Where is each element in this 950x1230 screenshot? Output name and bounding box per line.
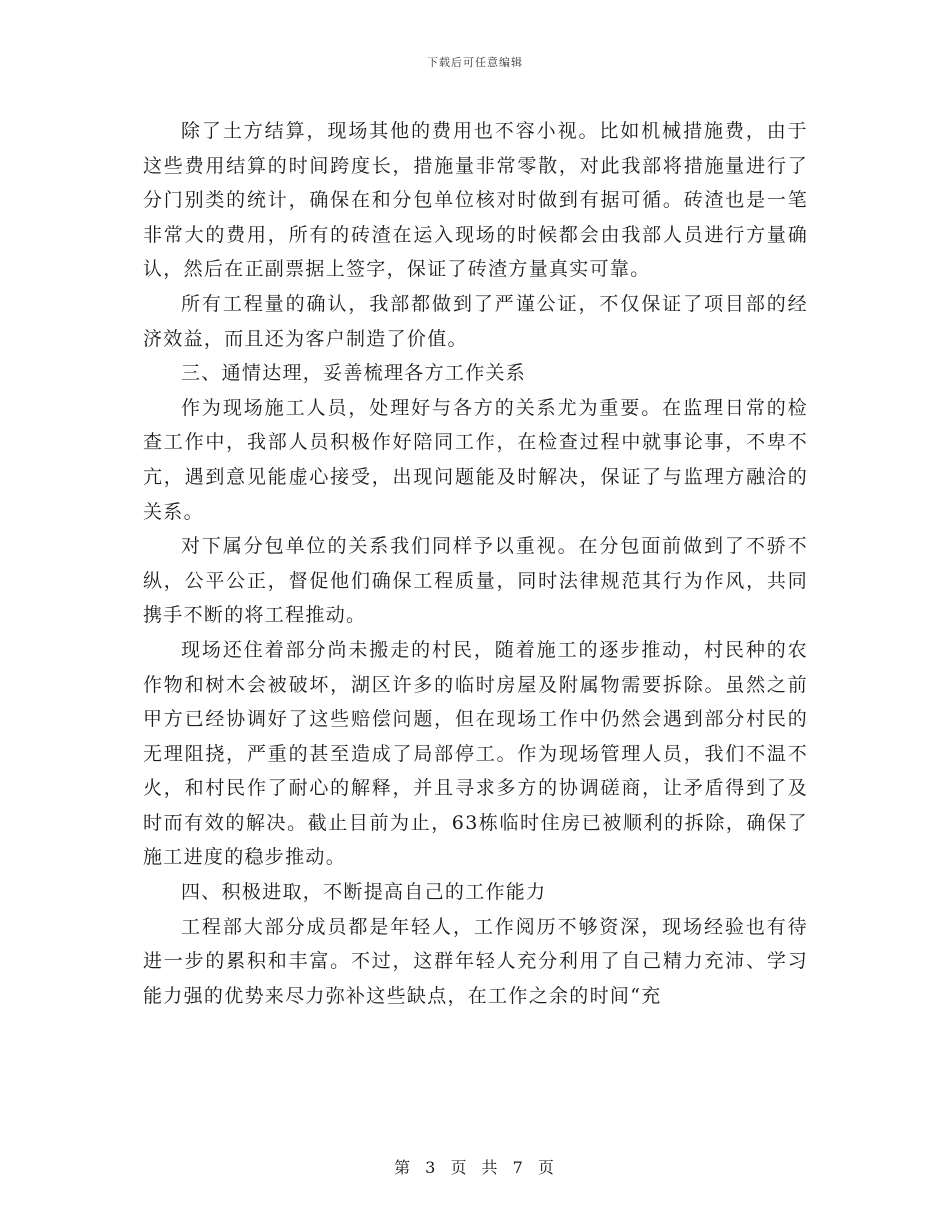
section-heading: 三、通情达理，妥善梳理各方工作关系 [181, 362, 527, 385]
paragraph: 所有工程量的确认，我部都做到了严谨公证，不仅保证了项目部的经济效益，而且还为客户制造了价值。 [143, 292, 808, 350]
document-body [143, 114, 808, 1013]
section-heading: 四、积极进取，不断提高自己的工作能力 [181, 881, 547, 904]
paragraph: 除了土方结算，现场其他的费用也不容小视。比如机械措施费，由于这些费用结算的时间跨度长，措施量非常零散，对此我部将措施量进行了分门别类的统计，确保在和分包单位核对时做到有据可循。砖渣也是一笔非常大的费用，所有的砖渣在运入现场的时候都会由我部人员进行方量确认，然后在正副票据上签字，保证了砖渣方量真实可靠。 [143, 120, 808, 281]
paragraph: 对下属分包单位的关系我们同样予以重视。在分包面前做到了不骄不纵，公平公正，督促他们确保工程质量，同时法律规范其行为作风，共同携手不断的将工程推动。 [143, 535, 808, 627]
paragraph: 现场还住着部分尚未搬走的村民，随着施工的逐步推动，村民种的农作物和树木会被破坏，湖区许多的临时房屋及附属物需要拆除。虽然之前甲方已经协调好了这些赔偿问题，但在现场工作中仍然会遇到部分村民的无理阻挠，严重的甚至造成了局部停工。作为现场管理人员，我们不温不火，和村民作了耐心的解释，并且寻求多方的协调磋商，让矛盾得到了及时而有效的解决。截止目前为止，63栋临时住房已被顺利的拆除，确保了施工进度的稳步推动。 [143, 638, 808, 869]
paragraph: 工程部大部分成员都是年轻人，工作阅历不够资深，现场经验也有待进一步的累积和丰富。不过，这群年轻人充分利用了自己精力充沛、学习能力强的优势来尽力弥补这些缺点，在工作之余的时间“充 [143, 915, 808, 1007]
page-number: 第 3 页 共 7 页 [394, 1158, 556, 1177]
page-header: 下载后可任意编辑 [427, 56, 523, 69]
paragraph: 作为现场施工人员，处理好与各方的关系尤为重要。在监理日常的检查工作中，我部人员积极作好陪同工作，在检查过程中就事论事，不卑不亢，遇到意见能虚心接受，出现问题能及时解决，保证了与监理方融洽的关系。 [143, 396, 808, 523]
